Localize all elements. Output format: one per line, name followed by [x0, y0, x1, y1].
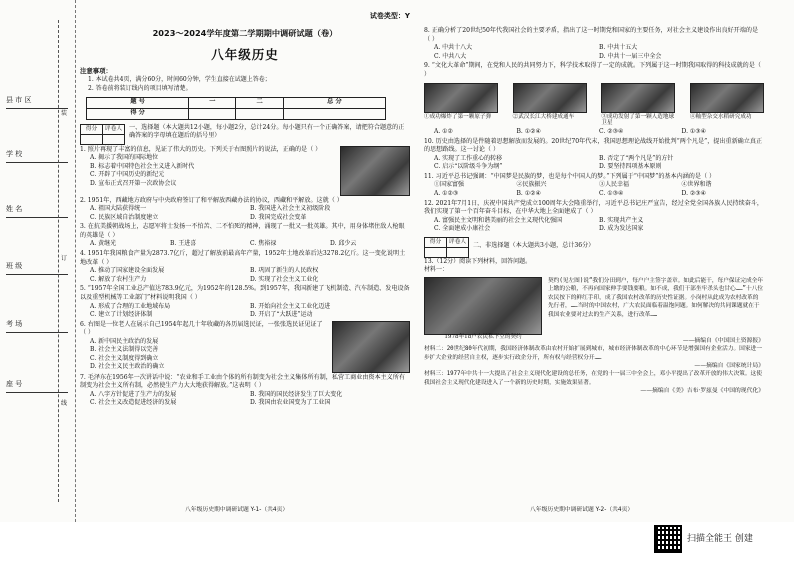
option[interactable]: A. ①②③ [434, 189, 459, 197]
option[interactable]: D. 我国由农业国变为了工业国 [250, 399, 331, 407]
option[interactable]: A. ①② [434, 128, 453, 135]
section-two-head [424, 237, 764, 258]
material-one-text: 契约(见左图)说“我们分田到户，每户户主签字盖章。如此后能干，每户保证完成全年上缴的公粮，不再向国家伸手要钱要粮。如不成，我们干部坐牢杀头也甘心……”十八位农民按下的鲜红手印，成了我国农村改革的历史性证据。小岗村从此成为农村改革的先行者，……当时的中国农村，广大农民面临着温饱问题。如何解决的共同课题就在于我国农业要对过去的生产关系，进行改革…… [548, 277, 764, 319]
photo-satellite [601, 83, 675, 113]
contract-photo: 1978年18户农民私下立的契约 [424, 277, 542, 335]
field-room[interactable]: 考 场 [0, 320, 76, 334]
option[interactable]: D. 中共十一届三中全会 [599, 52, 662, 60]
footer-left: 八年级历史期中调研试题 Y-1-（共4页） [185, 507, 289, 513]
cut-mark: 线 [61, 400, 68, 407]
option[interactable]: B. 我国的国民经济发生了巨大变化 [250, 390, 343, 398]
option[interactable]: C. ①③④ [599, 189, 624, 197]
option[interactable]: D. 成为发达国家 [599, 225, 644, 233]
question-10: 10. 历史由选择的是件随着思想解放而发展的。20世纪70年代末，我国思想理论战线开始批判“两个凡是”，提出重新确立真正的思想路线。这一讨论（ ） A. 实现了工作重心的转移 B. 否定了“两个凡是”的方针 C. 启示“以阶级斗争为纲” D. 要坚持四项基本原则 [424, 137, 763, 171]
option[interactable]: C. 启示“以阶级斗争为纲” [434, 163, 503, 171]
section-two-instructions: 二、非选择题（本大题共3小题，总计36分） [473, 241, 595, 249]
option[interactable]: D. 邱少云 [330, 240, 357, 248]
option[interactable]: B. 社会主义法制得以完善 [90, 346, 159, 354]
cut-mark: 订 [61, 255, 68, 262]
option[interactable]: A. 形成了合理的工业地域布局 [90, 302, 171, 310]
question-8: 8. 正确分析了20世纪50年代我国社会的主要矛盾，指出了这一时期党和国家的主要任务，对社会主义建设作出良好开端的是（ ） A. 中共十八大 B. 中共十五大 C. 中共八大 D. 中共十一届三中全会 [424, 27, 764, 61]
subject-title: 八年级历史 [211, 46, 279, 62]
field-county[interactable]: 县 市 区 [0, 96, 76, 110]
option[interactable]: D. 社会主义民主政治的确立 [90, 363, 165, 371]
question-1: 1. 照片再现了丰富的信息，见证了伟大的历史。下列关于右图照片的说法，正确的是（ ） A. 揭示了我国的国际地位 B. 标志着中国特色社会主义进入新时代 C. 开辟了中国历史的新纪元 D. 宣布正式召开第一次政协会议 [80, 146, 410, 196]
option[interactable]: A. 祖国大陆获得统一 [90, 205, 147, 213]
option[interactable]: A. 揭示了我国的国际地位 [90, 154, 159, 162]
exam-title: 2023～2024学年度第二学期期中调研试题（卷） [152, 28, 338, 38]
question-11: 11. 习近平总书记强调：“中国梦是民族的梦，也是每个中国人的梦。”下列属于“中国梦”的基本内涵的是（ ） ①国家富强 ②民族振兴 ③人民幸福 ④世界和谐 A. ①②③ B. ①②④ C. ①③④ D. ②③④ [424, 173, 764, 199]
option[interactable]: B. 实现共产主义 [599, 216, 644, 224]
question-9: 9. “文化大革命”期间，在党和人民的共同努力下，科学技术取得了一定的成就。下列属于这一时期我国取得的科技成就的是（ ） ①成功爆炸了第一颗原子弹 ②武汉长江大桥建成通车 ③成功发射了第一颗人造地球卫星 ④籼型杂交水稻研究成功 A. ①② B. ①②④ C. ②③④ D. ①③④ [424, 62, 764, 136]
page-right [424, 26, 764, 396]
option[interactable]: B. 否定了“两个凡是”的方针 [599, 154, 674, 162]
option[interactable]: A. 黄继光 [90, 240, 117, 248]
note-item: 2. 答卷前将装订线内的项目填写清楚。 [88, 85, 192, 92]
field-name[interactable]: 姓 名 [0, 205, 76, 219]
option[interactable]: A. 推动了国家建设全面发展 [90, 267, 165, 275]
material-two-text: 材料二：20世纪80年代初期，我国经济体制改革由农村开始扩展到城市，城市经济体制改革的中心环节是增强国有企业活力。国家进一步扩大企业的经营自主权，逐步实行政企分开，所有权与经营权分开…… [424, 346, 762, 361]
question-6: 6. 右图是一位老人在展示自己1954年起几十年收藏的各历届选民证，一张张选民证见证了（ ） A. 新中国民主政治的发展 B. 社会主义法制得以完善 C. 社会主义制度得到确立 D. 社会主义民主政治的确立 [80, 321, 410, 373]
option[interactable]: C. 开辟了中国历史的新纪元 [90, 171, 165, 179]
option[interactable]: D. 开启了“大跃进”运动 [250, 311, 313, 319]
material-three-text: 材料三：1977年中共十一大提出了社会主义现代化建设的总任务，在党的十一届三中全会上，邓小平提出了改革开放的伟大决策。这使我国社会主义现代化建设进入了一个新的历史时期，实施效果显著。 [424, 371, 762, 386]
photo-rice [690, 83, 764, 113]
option[interactable]: C. 社会主义制度得到确立 [90, 354, 159, 362]
option[interactable]: D. 要坚持四项基本原则 [599, 163, 662, 171]
score-cell[interactable] [189, 108, 236, 119]
exam-type: 试卷类型：Y [369, 12, 410, 20]
question-6-photo [332, 321, 410, 373]
page-left [80, 12, 410, 408]
option[interactable]: D. 实现了社会主义工业化 [250, 275, 319, 283]
option[interactable]: C. 解放了农村生产力 [90, 275, 147, 283]
option[interactable]: C. 中共八大 [434, 52, 467, 60]
option[interactable]: B. 标志着中国特色社会主义进入新时代 [90, 162, 195, 170]
option[interactable]: C. 民族区域自治制度建立 [90, 213, 159, 221]
score-table [86, 97, 386, 120]
score-header: 总 分 [283, 97, 385, 108]
option[interactable]: C. 建立了计划经济体制 [90, 311, 153, 319]
field-class[interactable]: 班 级 [0, 262, 76, 276]
option[interactable]: B. ①②④ [516, 128, 541, 135]
option[interactable]: B. 王进喜 [170, 240, 197, 248]
option[interactable]: A. 八字方针促进了生产力的发展 [90, 390, 177, 398]
note-item: 1. 本试卷共4页，满分60分，时间60分钟，学生直接在试题上答卷； [88, 76, 271, 84]
binding-line [58, 20, 59, 502]
option[interactable]: A. 新中国民主政治的发展 [90, 337, 159, 345]
option[interactable]: A. 富强民主文明和谐美丽的社会主义现代化强国 [434, 216, 563, 224]
option[interactable]: B. ①②④ [516, 189, 541, 197]
option[interactable]: C. 焦裕禄 [250, 240, 277, 248]
grader-box: 得分 评卷人 [80, 124, 125, 145]
question-5: 5. “1957年全国工业总产值达783.9亿元，为1952年的128.5%。到1957年，我国新建了飞机制造、汽车制造、发电设备以及重型机械等工业部门”材料说明我国（ ） A. 形成了合理的工业地域布局 B. 开始向社会主义工业化迈进 C. 建立了计划经济体制 D. 开启了“大跃进”运动 [80, 285, 410, 319]
notes-heading: 注意事项： [80, 67, 112, 76]
field-school[interactable]: 学 校 [0, 150, 76, 164]
option[interactable]: C. 全面建成小康社会 [434, 225, 491, 233]
question-1-photo [340, 146, 410, 196]
scanner-brand: 扫描全能王 创建 [687, 534, 753, 544]
footer-right: 八年级历史期中调研试题 Y-2-（共4页） [530, 507, 634, 513]
qr-code-icon [654, 525, 682, 553]
photo-bridge [513, 83, 587, 113]
option[interactable]: D. ②③④ [681, 189, 707, 197]
score-header: 一 [189, 97, 236, 108]
option[interactable]: B. 开始向社会主义工业化迈进 [250, 302, 331, 310]
option[interactable]: D. ①③④ [681, 128, 707, 135]
question-4: 4. 1951年我国粮食产量为2873.7亿斤，超过了解放前最高年产量，1952年土地改革后达3278.2亿斤。这一变化说明土地改革（ ） A. 推动了国家建设全面发展 B. 巩固了新生的人民政权 C. 解放了农村生产力 D. 实现了社会主义工业化 [80, 250, 410, 284]
question-7: 7. 毛泽东在1956年一次讲话中说：“农业和手工业由个体的所有制变为社会主义集体所有制，私营工商业由资本主义所有制变为社会主义所有制，必然使生产力大大地获得解放。”这表明（ ） A. 八字方针促进了生产力的发展 B. 我国的国民经济发生了巨大变化 C. 社会主义改造促进经济的发展 D. 我国由农业国变为了工业国 [80, 374, 410, 408]
grader-box: 得分 评卷人 [424, 237, 469, 258]
binding-strip [0, 0, 76, 522]
option[interactable]: D. 宣布正式召开第一次政协会议 [90, 179, 177, 187]
option[interactable]: B. 巩固了新生的人民政权 [250, 267, 319, 275]
field-seat[interactable]: 座 号 [0, 380, 76, 394]
option[interactable]: A. 实现了工作重心的转移 [434, 154, 503, 162]
option[interactable]: A. 中共十八大 [434, 44, 473, 52]
score-cell[interactable] [283, 108, 385, 119]
section-one-instructions: 一、选择题（本大题共12小题，每小题2分，总计24分。每小题只有一个正确答案，请把符合题意的正确答案的字母填在题后的括号里） [129, 123, 405, 140]
score-cell[interactable] [236, 108, 283, 119]
option[interactable]: B. 中共十五大 [599, 44, 638, 52]
option[interactable]: C. ②③④ [599, 128, 624, 135]
question-13: 13.（12分）阅读下列材料，回答问题。 材料一： 1978年18户农民私下立的契约 契约(见左图)说“我们分田到户，每户户主签字盖章。如此后能干，每户保证完成全年上缴的公粮，不再向国家伸手要钱要粮。如不成，我们干部坐牢杀头也甘心……”十八位农民按下的鲜红手印，成了我国农村改革的历史性证据。小岗村从此成为农村改革的先行者，……当时的中国农村，广大农民面临着温饱问题。如何解决的共同课题就在于我国农业要对过去的生产关系，进行改革…… ——摘编自《中国国土资源报》 材料二：20世纪80年代初期，我国经济体制改革由农村开始扩展到城市，城市经济体制改革的中心环节是增强国有企业活力。国家进一步扩大企业的经营自主权，逐步实行政企分开，所有权与经营权分开…… ——摘编自《国家统计局》 材料三：1977年中共十一大提出了社会主义现代化建设的总任务，在党的十一届三中全会上，邓小平提出了改革开放的伟大决策。这使我国社会主义现代化建设进入了一个新的历史时期，实施效果显著。 ——摘编自《美》吉布·罗兹曼《中国的现代化》 [424, 257, 764, 395]
cut-mark: 装 [61, 110, 68, 117]
option[interactable]: C. 社会主义改造促进经济的发展 [90, 399, 177, 407]
question-9-figures: ①成功爆炸了第一颗原子弹 ②武汉长江大桥建成通车 ③成功发射了第一颗人造地球卫星 ④籼型杂交水稻研究成功 [424, 83, 764, 127]
option[interactable]: B. 我国进入社会主义初级阶段 [250, 205, 331, 213]
score-label: 得 分 [87, 108, 189, 119]
score-header: 题 号 [87, 97, 189, 108]
score-header: 二 [236, 97, 283, 108]
section-one-head [80, 124, 410, 145]
photo-atomic-bomb [424, 83, 498, 113]
question-12: 12. 2021年7月1日，庆祝中国共产党成立100周年大会隆重举行，习近平总书记庄严宣告，经过全党全国各族人民持续奋斗，我们实现了第一个百年奋斗目标，在中华大地上全面建成了（ ） A. 富强民主文明和谐美丽的社会主义现代化强国 B. 实现共产主义 C. 全面建成小康社会 D. 成为发达国家 [424, 199, 764, 233]
option[interactable]: D. 我国完成社会变革 [250, 213, 307, 221]
question-3: 3. 在抗美援朝战场上，志愿军将士发扬一不怕苦、二不怕死的精神，涌现了一批又一批英雄。其中，用身体堵住敌人枪眼的英雄是（ ） A. 黄继光 B. 王进喜 C. 焦裕禄 D. 邱少云 [80, 223, 410, 249]
question-2: 2. 1951年，西藏地方政府与中央政府签订了和平解放西藏办法的协议，西藏和平解放。这就（ ） A. 祖国大陆获得统一 B. 我国进入社会主义初级阶段 C. 民族区域自治制度建立 D. 我国完成社会变革 [80, 197, 410, 223]
